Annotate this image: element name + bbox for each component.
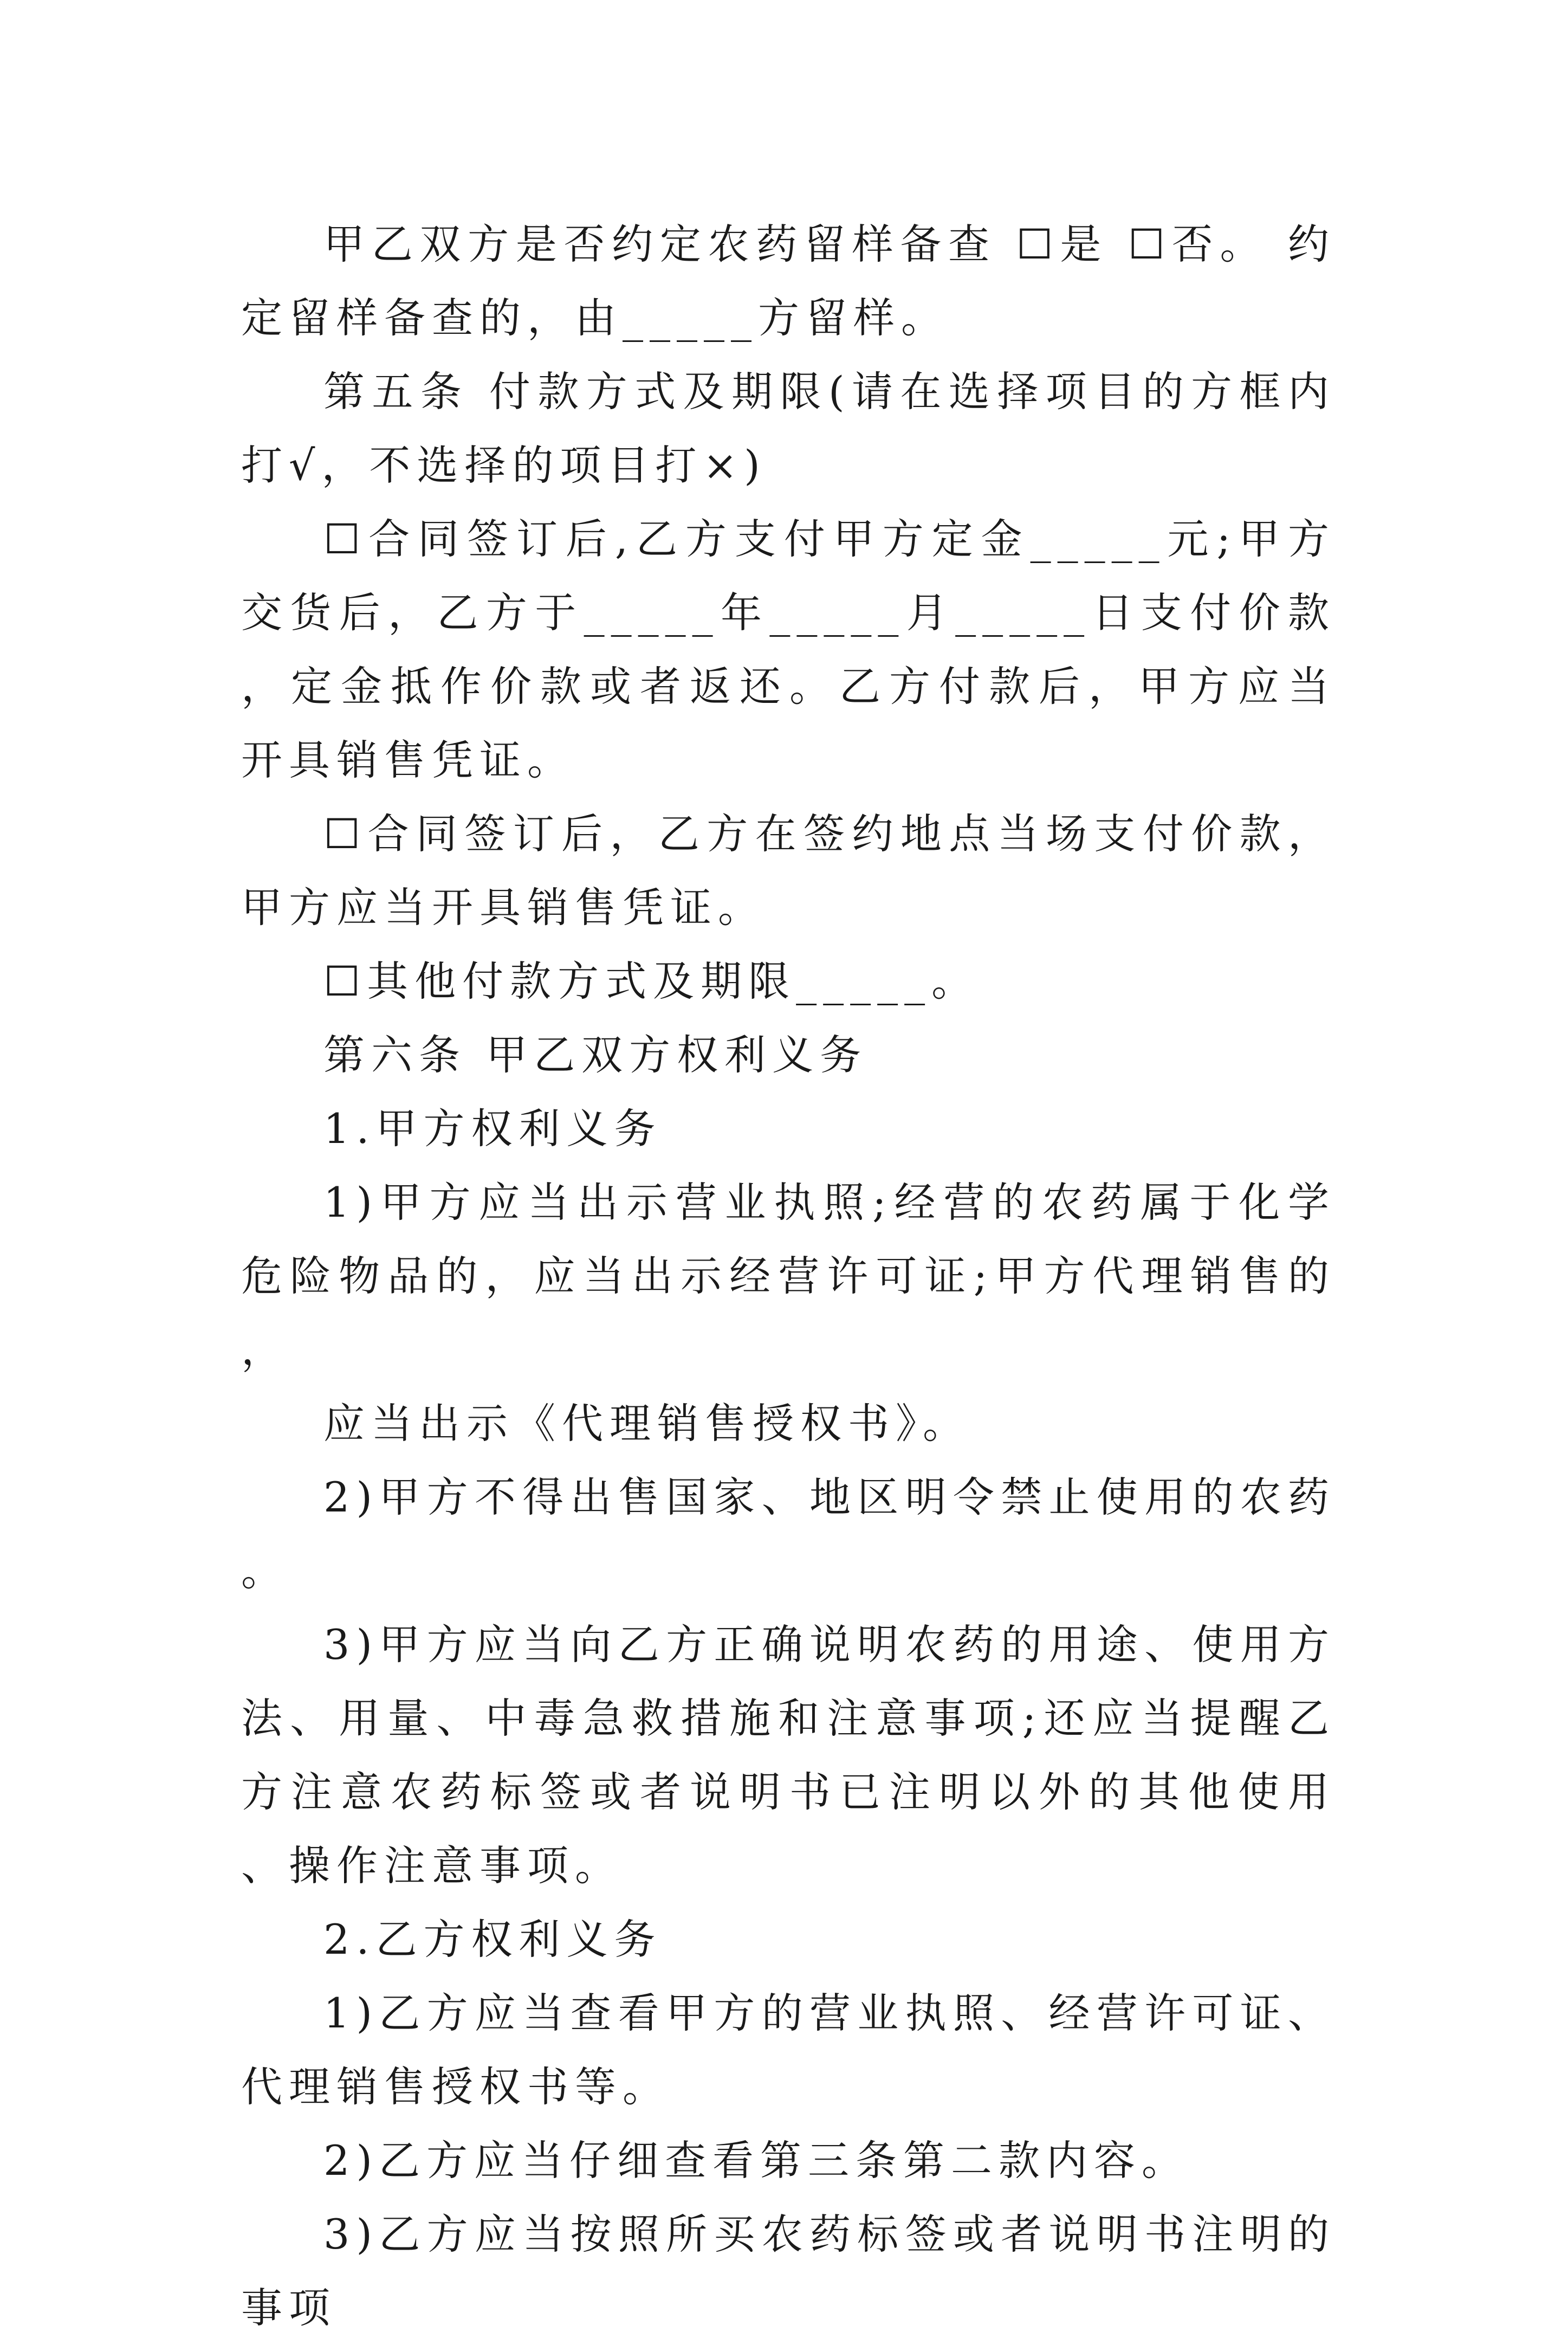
party-b-heading: 2.乙方权利义务: [323, 1915, 662, 1963]
party-b-item-2: 2)乙方应当仔细查看第三条第二款内容。: [323, 2136, 1190, 2185]
document-body: [241, 208, 1336, 2345]
payment-option-on-site: ☐合同签订后，乙方在签约地点当场支付价款，甲方应当开具销售凭证。: [241, 810, 1336, 932]
article-5-heading: 第五条 付款方式及期限(请在选择项目的方框内打√，不选择的项目打×): [241, 367, 1336, 489]
party-a-item-2: 2)甲方不得出售国家、地区明令禁止使用的农药。: [241, 1473, 1336, 1595]
party-b-item-3: 3)乙方应当按照所买农药标签或者说明书注明的事项: [241, 2210, 1336, 2332]
party-a-item-1: 1)甲方应当出示营业执照;经营的农药属于化学危险物品的，应当出示经营许可证;甲方代理销售的，: [241, 1178, 1336, 1374]
payment-option-other: ☐其他付款方式及期限_____。: [323, 957, 980, 1005]
paragraph-sample-retention: 甲乙双方是否约定农药留样备查 ☐是 ☐否。 约定留样备查的，由_____方留样。: [241, 220, 1336, 342]
party-a-item-3: 3)甲方应当向乙方正确说明农药的用途、使用方法、用量、中毒急救措施和注意事项;还应当提醒乙方注意农药标签或者说明书已注明以外的其他使用、操作注意事项。: [241, 1620, 1336, 1890]
party-a-item-1-cont: 应当出示《代理销售授权书》。: [323, 1399, 970, 1448]
article-6-heading: 第六条 甲乙双方权利义务: [323, 1031, 868, 1079]
party-b-item-1: 1)乙方应当查看甲方的营业执照、经营许可证、代理销售授权书等。: [241, 1989, 1336, 2111]
party-a-heading: 1.甲方权利义务: [323, 1104, 662, 1153]
payment-option-deposit: ☐合同签订后,乙方支付甲方定金_____元;甲方交货后，乙方于_____年_____月_____日支付价款，定金抵作价款或者返还。乙方付款后，甲方应当开具销售凭证。: [241, 515, 1336, 784]
